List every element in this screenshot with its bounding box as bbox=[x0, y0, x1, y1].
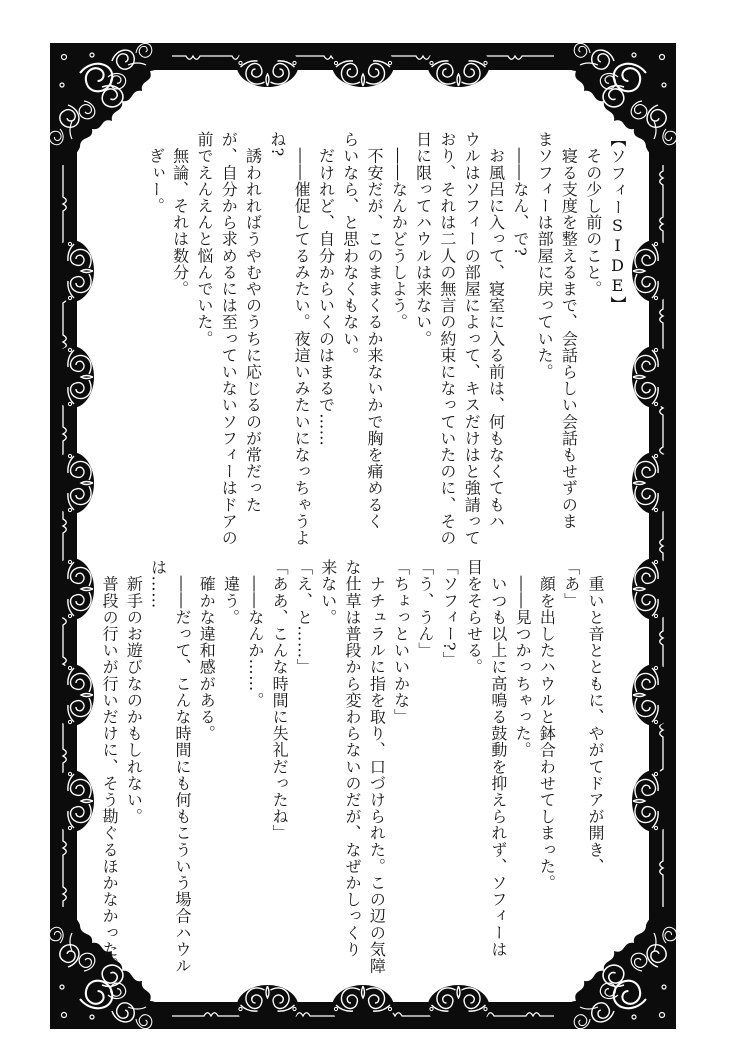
text-line: お風呂に入って、寝室に入る前は、何もなくてもハ bbox=[486, 131, 506, 530]
text-line: な仕草は普段から変わらないのだが、なぜかしっくり bbox=[343, 559, 363, 958]
text-line: ぎぃー。 bbox=[146, 131, 166, 214]
border-bump-ornament bbox=[50, 558, 94, 620]
text-block-top bbox=[143, 131, 629, 551]
text-line: ――なんかどうしよう。 bbox=[389, 131, 409, 331]
border-bump-ornament bbox=[632, 770, 676, 832]
border-bump-ornament bbox=[50, 452, 94, 514]
border-bump-ornament bbox=[632, 664, 676, 726]
text-line: だけれど、自分からいくのはまるで…… bbox=[316, 131, 336, 447]
text-line: 普段の行いが行いだけに、そう勘ぐるほかなかった。 bbox=[100, 559, 120, 974]
text-line: 不安だが、このままくるか来ないかで胸を痛めるく bbox=[365, 131, 385, 530]
text-line: おり、それは二人の無言の約束になっていたのに、その bbox=[437, 131, 457, 546]
border-bump-ornament bbox=[632, 452, 676, 514]
text-line: ウルはソフィーの部屋によって、キスだけはと強請って bbox=[462, 131, 482, 546]
border-bump-ornament bbox=[332, 43, 394, 87]
section-header: 【ソフィーSIDE】 bbox=[608, 131, 627, 313]
text-line: ――なん、で? bbox=[510, 131, 530, 257]
border-bump-ornament bbox=[50, 240, 94, 302]
border-bump-ornament bbox=[428, 43, 490, 87]
text-line: その少し前のこと。 bbox=[583, 131, 603, 297]
text-line: ――なんか……。 bbox=[245, 559, 265, 709]
text-line: 来ない。 bbox=[318, 559, 338, 626]
text-line: らいなら、と思わなくもない。 bbox=[340, 131, 360, 364]
text-line: 誘われればうやむやのうちに応じるのが常だった bbox=[243, 131, 263, 513]
text-line: いつも以上に高鳴る鼓動を抑えられず、ソフィーは bbox=[488, 559, 508, 958]
border-bump-ornament bbox=[332, 985, 394, 1029]
text-line: 重いと音とともに、やがてドアが開き、 bbox=[586, 559, 605, 875]
text-line: 前でえんえんと悩んでいた。 bbox=[194, 131, 214, 347]
border-bump-ornament bbox=[632, 346, 676, 408]
text-line: 「え、と……」 bbox=[294, 559, 314, 676]
text-line: 「ソフィー?」 bbox=[440, 559, 460, 668]
border-bump-ornament bbox=[632, 558, 676, 620]
border-bump-ornament bbox=[50, 770, 94, 832]
text-line: 顔を出したハウルと鉢合わせてしまった。 bbox=[537, 559, 557, 891]
text-line: ナチュラルに指を取り、口づけられた。この辺の気障 bbox=[367, 559, 387, 974]
text-line: ――見つかっちゃった。 bbox=[513, 559, 533, 759]
text-line: ね? bbox=[267, 131, 287, 157]
text-line: ――催促してるみたい。夜這いみたいになっちゃうよ bbox=[292, 131, 312, 546]
text-line: 目をそらせる。 bbox=[464, 559, 484, 676]
text-line: 寝る支度を整えるまで、会話らしい会話もせずのま bbox=[559, 131, 579, 530]
text-line: 「う、うん」 bbox=[415, 559, 435, 659]
text-line: が、自分から求めるには至っていないソフィーはドアの bbox=[219, 131, 239, 546]
text-line: まソフィーは部屋に戻っていた。 bbox=[535, 131, 555, 380]
border-bump-ornament bbox=[237, 985, 299, 1029]
text-line: 「ああ、こんな時間に失礼だったね」 bbox=[270, 559, 290, 842]
text-line: ――だって、こんな時間にも何もこういう場合ハウル bbox=[172, 559, 192, 974]
text-line: 「あ」 bbox=[561, 559, 581, 609]
border-bump-ornament bbox=[50, 664, 94, 726]
border-bump-ornament bbox=[50, 346, 94, 408]
text-line: は…… bbox=[148, 559, 168, 609]
text-line: 無論、それは数分。 bbox=[170, 131, 190, 297]
border-bump-ornament bbox=[428, 985, 490, 1029]
text-line: 新手のお遊びなのかもしれない。 bbox=[124, 559, 144, 825]
text-line: 「ちょっといいかな」 bbox=[391, 559, 411, 725]
text-line: 日に限ってハウルは来ない。 bbox=[413, 131, 433, 347]
border-bump-ornament bbox=[237, 43, 299, 87]
text-block-bottom bbox=[97, 559, 607, 979]
text-line: 確かな違和感がある。 bbox=[197, 559, 217, 742]
border-bump-ornament bbox=[632, 240, 676, 302]
text-line: 違う。 bbox=[221, 559, 241, 626]
